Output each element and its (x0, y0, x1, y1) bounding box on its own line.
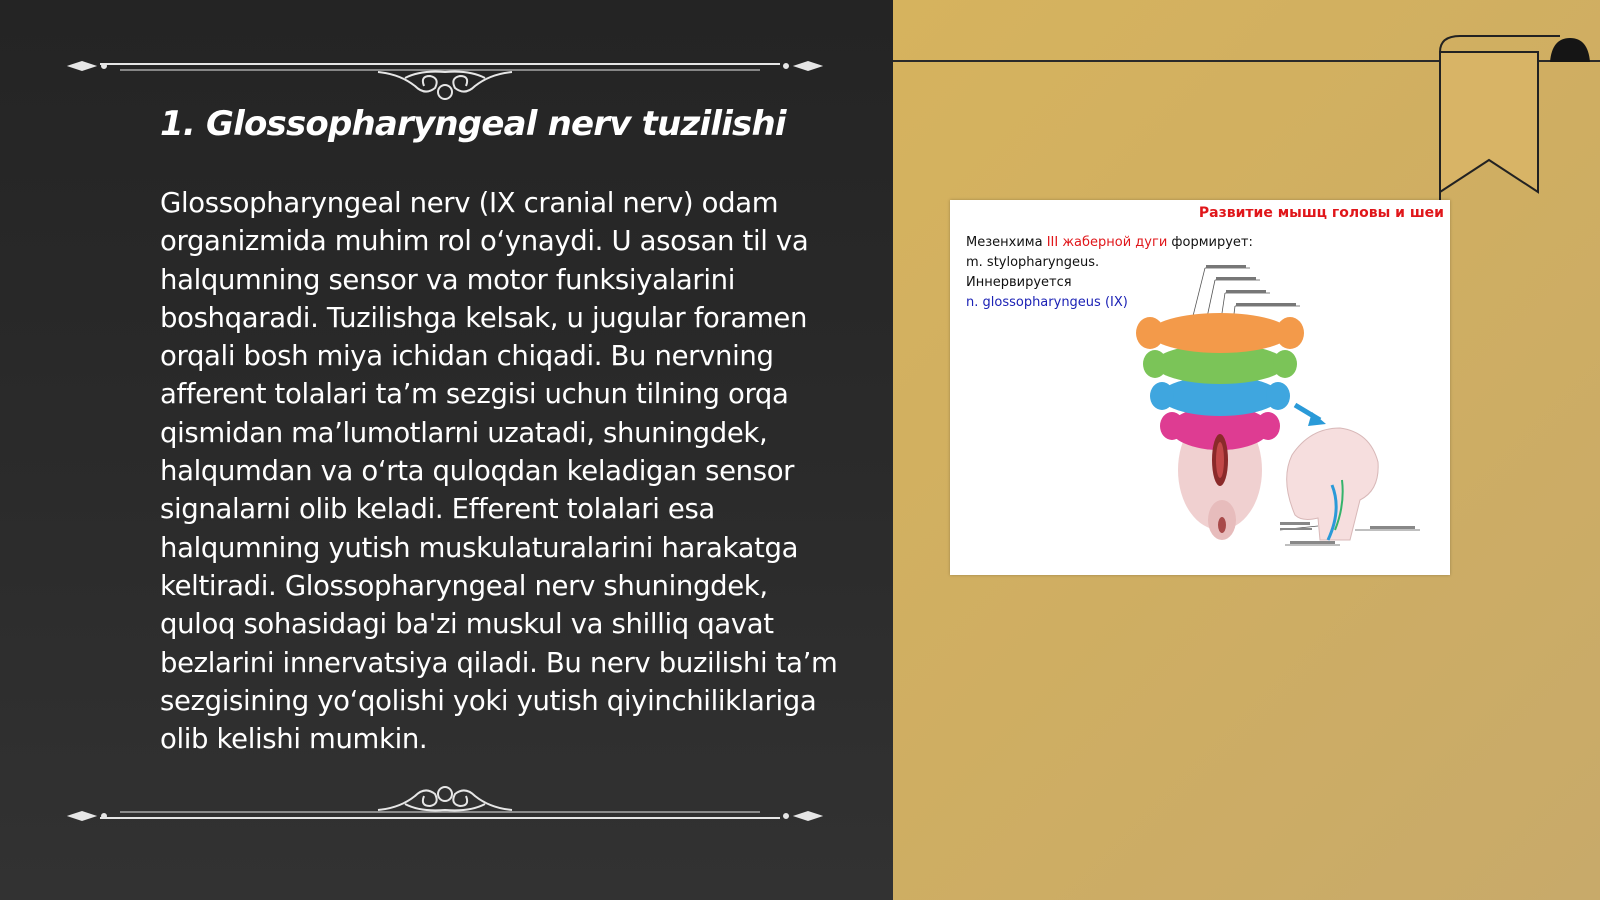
top-ornament-divider (60, 40, 830, 100)
figure-heading: Развитие мышц головы и шеи (1198, 205, 1444, 221)
bookmark-ribbon-icon (1430, 34, 1600, 204)
slide-title: 1. Glossopharyngeal nerv tuzilishi (160, 104, 786, 144)
figure-caption-line-4: n. glossopharyngeus (IX) (966, 295, 1128, 310)
caption-text: Мезенхима (966, 235, 1047, 250)
bottom-ornament-divider (60, 786, 830, 846)
anatomy-figure (950, 200, 1450, 575)
figure-caption-line-3: Иннервируется (966, 275, 1072, 290)
figure-caption-line-2: m. stylopharyngeus. (966, 255, 1100, 270)
caption-text: формирует: (1167, 235, 1253, 250)
caption-highlight: III жаберной дуги (1046, 235, 1168, 250)
slide-body-text: Glossopharyngeal nerv (IX cranial nerv) odam organizmida muhim rol o‘ynaydi. U asosan til va halqumning sensor va motor funksiyalarini boshqaradi. Tuzilishga kelsak, u jugular foramen orqali bosh miya ichidan chiqadi. Bu nervning afferent tolalari ta’m sezgisi uchun tilning orqa qismidan ma’lumotlarni uzatadi, shuningdek, halqumdan va o‘rta quloqdan keladigan sensor signalarni olib keladi. Efferent tolalari esa halqumning yutish muskulaturalarini harakatga keltiradi. Glossopharyngeal nerv shuningdek, quloq sohasidagi ba'zi muskul va shilliq qavat bezlarini innervatsiya qiladi. Bu nerv buzilishi ta’m sezgisining yo‘qolishi yoki yutish qiyinchiliklariga olib kelishi mumkin. (160, 187, 838, 756)
pharyngeal-arches-illustration (950, 200, 1450, 575)
